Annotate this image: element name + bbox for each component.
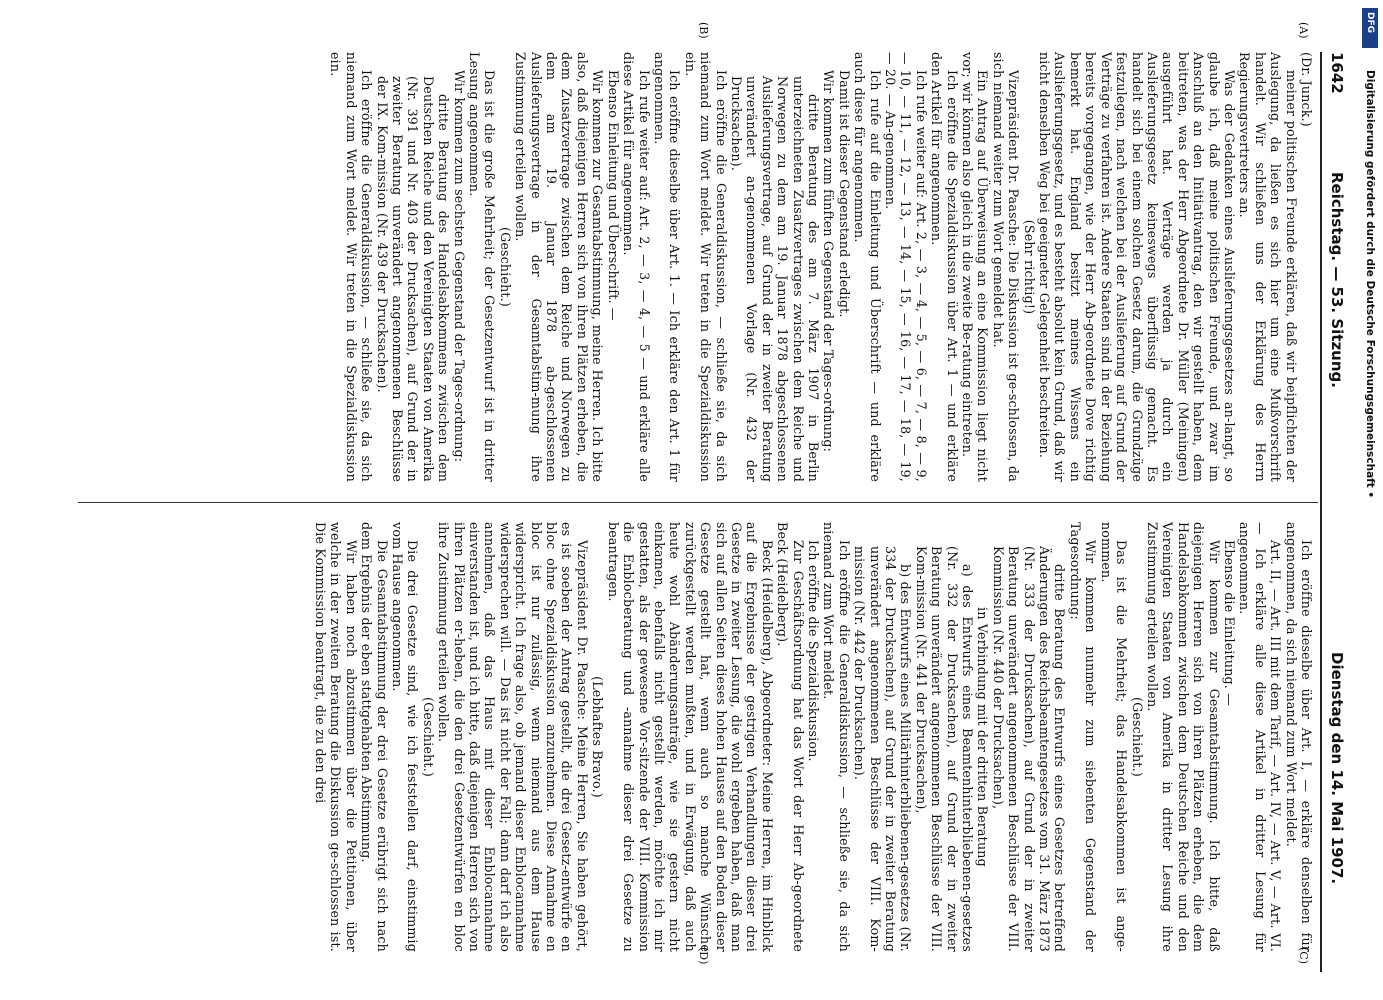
paragraph: Beck (Heidelberg), Abgeordneter: Meine Herren, im Hinblick auf die Ergebnisse der gestrigen Verhandlungen dieser drei Gesetze in zweiter Lesung, die wohl ergeben haben, daß man sich auf allen Seiten dieses hohen Hauses auf den Boden dieser Gesetze gestellt hat, wenn auch so manche Wünsche zurückgestellt werden mußten, und in Erwägung, daß auch heute wohl Abänderungsanträge, wie sie gestern nicht einkamen, ebenfalls nicht gestellt werden, möchte ich mir gestatten, als der gewesene Vor-sitzende der VIII. Kommission die Enblocberatung und -annahme dieser drei Gesetze zu beantragen.	[605, 522, 775, 952]
paragraph: Ich eröffne die Generaldiskussion, — schließe sie, da sich niemand zum Wort meldet. Wir treten in die Spezialdiskussion ein.	[682, 52, 729, 482]
header-left-title: Reichstag. — 53. Sitzung.	[1328, 172, 1346, 388]
paragraph: Ich eröffne dieselbe über Art. I, — erkläre denselben für angenommen, da sich niemand zum Wort meldet.	[1283, 522, 1314, 952]
left-column	[328, 52, 1314, 482]
paragraph: Die Gesamtabstimmung der drei Gesetze erübrigt sich nach dem Ergebnis der eben stattgehabten Abstimmung.	[359, 522, 390, 952]
agenda-item: dritte Beratung des am 7. März 1907 in Berlin unterzeichneten Zusatzvertrages zwischen dem Reiche und Norwegen zu dem am 19. Januar 1878 abgeschlossenen Auslieferungsvertrage, auf Grund der in zweiter Beratung unverändert an-genommenen Vorlage (Nr. 432 der Drucksachen).	[728, 76, 821, 482]
paragraph: Vizepräsident Dr. Paasche: Die Diskussion ist ge-schlossen, da sich niemand weiter zum Wort gemeldet hat.	[990, 52, 1022, 482]
digitization-text: Digitalisierung gefördert durch die Deutsche Forschungsgemeinschaft •	[1364, 70, 1376, 499]
margin-mark-d: (D)	[697, 947, 710, 965]
paragraph: Wir haben noch abzustimmen über die Petitionen, über welche in der zweiten Beratung die Diskussion ge-schlossen ist. Die Kommission beantragt, die zu den drei	[313, 522, 359, 952]
paragraph: Wir kommen zur Gesamtabstimmung. Ich bitte, daß diejenigen Herren sich von ihren Plätzen erheben, die dem Handelsabkommen zwischen dem Deutschen Reiche und den Vereinigten Staaten von Amerika in dritter Lesung ihre Zustimmung erteilen wollen.	[1144, 522, 1222, 952]
paragraph: Wir kommen zum sechsten Gegenstand der Tages-ordnung:	[451, 70, 467, 463]
paragraph: Ich rufe weiter auf: Art. 2, — 3, — 4, — 5, — 6, — 7, — 8, — 9, — 10, — 11, — 12, — 13, — 14, — 15, — 16, — 17, — 18, — 19, — 20. — An-genommen.	[883, 52, 929, 482]
interjection: (Geschieht.)	[497, 226, 513, 308]
paragraph: Ich rufe auf die Einleitung und Überschrift — und erkläre auch diese für angenommen.	[852, 52, 883, 482]
paragraph: Vizepräsident Dr. Paasche: Meine Herren, Sie haben gehört, es ist soeben der Antrag gestellt, die drei Gesetz-entwürfe en bloc ohne Spezialdiskussion anzunehmen. Diese Annahme en bloc ist nur zulässig, wenn niemand aus dem Hause widerspricht. Ich frage also, ob jemand dieser Enblocannahme widersprechen will. — Das ist nicht der Fall; dann darf ich also annehmen, daß das Haus mit dieser Enblocannahme einverstanden ist, und ich bitte, daß diejenigen Herren sich von ihren Plätzen er-heben, die den drei Gesetzentwürfen en bloc ihre Zustimmung erteilen wollen.	[436, 522, 590, 952]
header-rule	[1320, 52, 1322, 972]
page-number: 1642	[1328, 52, 1346, 94]
rotated-page-content	[60, 22, 1350, 972]
paragraph: Ich eröffne dieselbe über Art. 1. — Ich erkläre den Art. 1 für angenommen.	[651, 52, 683, 482]
paragraph: Zur Geschäftsordnung hat das Wort der Herr Ab-geordnete Beck (Heidelberg).	[775, 522, 806, 952]
paragraph: Ich eröffne die Spezialdiskussion.	[806, 540, 821, 762]
interjection: (Lebhaftes Bravo.)	[590, 676, 606, 798]
agenda-subitem: a) des Entwurfs eines Beamtenhinterbliebenen-gesetzes (Nr. 332 der Drucksachen), auf Grund der in zweiter Beratung unverändert angenommenen Beschlüsse der VIII. Kom-mission (Nr. 441 der Drucksachen),	[913, 546, 976, 952]
margin-mark-a: (A)	[1297, 22, 1310, 39]
paragraph: Ich eröffne die Generaldiskussion, — schließe sie, da sich niemand zum Wort meldet.	[821, 522, 852, 952]
interjection: (Geschieht.)	[1129, 696, 1145, 778]
page-header	[1320, 52, 1350, 972]
dfg-logo: DFG	[1362, 8, 1378, 48]
paragraph: Das ist die Mehrheit; das Handelsabkommen ist ange-nommen.	[1098, 522, 1130, 952]
paragraph: Wir kommen zur Gesamtabstimmung, meine Herren. Ich bitte also, daß diejenigen Herren sich von ihren Plätzen erheben, die dem Zusatzvertrage zwischen dem Reiche und Norwegen zu dem am 19. Januar 1878 ab-geschlossenen Auslieferungsvertrage in der Gesamtabstim-mung ihre Zustimmung erteilen wollen.	[513, 52, 606, 482]
digitization-note	[1356, 10, 1382, 990]
right-column	[313, 522, 1314, 952]
interjection: (Geschieht.)	[420, 696, 436, 778]
margin-mark-c: (C)	[1297, 947, 1310, 964]
paragraph: Damit ist dieser Gegenstand erledigt.	[836, 70, 852, 318]
paragraph: Ebenso Einleitung und Überschrift. —	[605, 70, 621, 321]
paragraph: in Verbindung mit der dritten Beratung	[975, 607, 991, 867]
paragraph: Ich rufe weiter auf: Art. 2, — 3, — 4, — 5 — und erkläre alle diese Artikel für angenommen.	[621, 52, 652, 482]
paragraph: Wir kommen zum fünften Gegenstand der Tages-ordnung:	[821, 70, 837, 453]
margin-mark-b: (B)	[697, 22, 710, 39]
paragraph: Ich eröffne die Generaldiskussion, — schließe sie, da sich niemand zum Wort meldet. Wir treten in die Spezialdiskussion ein.	[328, 52, 375, 482]
paragraph: Was der Gedanken eines Auslieferungsgesetzes an-langt, so glaube ich, daß meine politischen Freunde, und zwar im Anschluß an den Initiativantrag, den wir gestellt haben, dem beitreten, was der Herr Abgeordnete Dr. Müller (Meiningen) ausgeführt hat. Verträge werden ja durch ein Auslieferungsgesetz keineswegs überflüssig gemacht. Es handelt sich bei einem solchen Gesetz darum, die Grundzüge festzulegen, nach welchen bei der Auslieferung auf Grund der Verträge zu verfahren ist. Andere Staaten sind in der Beziehung bereits vorgegangen, wie der Herr Ab-geordnete Dove richtig bemerkt hat. England besitzt meines Wissens ein Auslieferungsgesetz, und es besteht absolut kein Grund, daß wir nicht denselben Weg bei geeigneter Gelegenheit beschreiten.	[1037, 52, 1237, 482]
header-right-title: Dienstag den 14. Mai 1907.	[1328, 652, 1346, 885]
interjection: (Sehr richtig!)	[1021, 219, 1037, 315]
paragraph: Ein Antrag auf Überweisung an eine Kommission liegt nicht vor; wir können also gleich in die zweite Be-ratung eintreten.	[960, 52, 991, 482]
agenda-item: dritte Beratung des Entwurfs eines Gesetzes betreffend Änderungen des Reichsbeamtengesetzes vom 31. März 1873 (Nr. 333 der Drucksachen), auf Grund der in zweiter Beratung unverändert angenommenen Beschlüsse der VIII. Kommission (Nr. 440 der Drucksachen),	[990, 546, 1068, 952]
paragraph: Ich eröffne die Spezialdiskussion über Art. 1 — und erkläre den Artikel für angenommen.	[929, 52, 960, 482]
paragraph: Art. II, — Art. III mit dem Tarif, — Art. IV, — Art. V, — Art. VI. — Ich erkläre alle diese Artikel in dritter Lesung für angenommen.	[1237, 522, 1284, 952]
column-divider	[78, 502, 1318, 503]
paragraph: Wir kommen nunmehr zum siebenten Gegenstand der Tagesordnung:	[1067, 522, 1099, 952]
agenda-item: dritte Beratung des Handelsabkommens zwischen dem Deutschen Reiche und den Vereinigten Staaten von Amerika (Nr. 391 und Nr. 403 der Drucksachen), auf Grund der in zweiter Beratung unverändert angenommenen Beschlüsse der IX. Kom-mission (Nr. 439 der Drucksachen).	[374, 76, 452, 482]
paragraph: meiner politischen Freunde erklären, daß wir beipflichten der Auslegung, da ließen es sich hier um eine Mußvorschrift handelt. Wir schließen uns der Erklärung des Herrn Regierungsvertreters an.	[1237, 52, 1299, 482]
paragraph: Ebenso die Einleitung. —	[1221, 540, 1237, 706]
agenda-subitem: b) des Entwurfs eines Militärhinterbliebenen-gesetzes (Nr. 334 der Drucksachen), auf Grund der in zweiter Beratung unverändert angenommenen Beschlüsse der VIII. Kom-mission (Nr. 442 der Drucksachen).	[852, 546, 914, 952]
speaker-attribution: (Dr. Junck.)	[1299, 52, 1314, 127]
paragraph: Das ist die große Mehrheit; der Gesetzentwurf ist in dritter Lesung angenommen.	[467, 52, 498, 482]
paragraph: Die drei Gesetze sind, wie ich feststellen darf, einstimmig vom Hause angenommen.	[390, 522, 421, 952]
